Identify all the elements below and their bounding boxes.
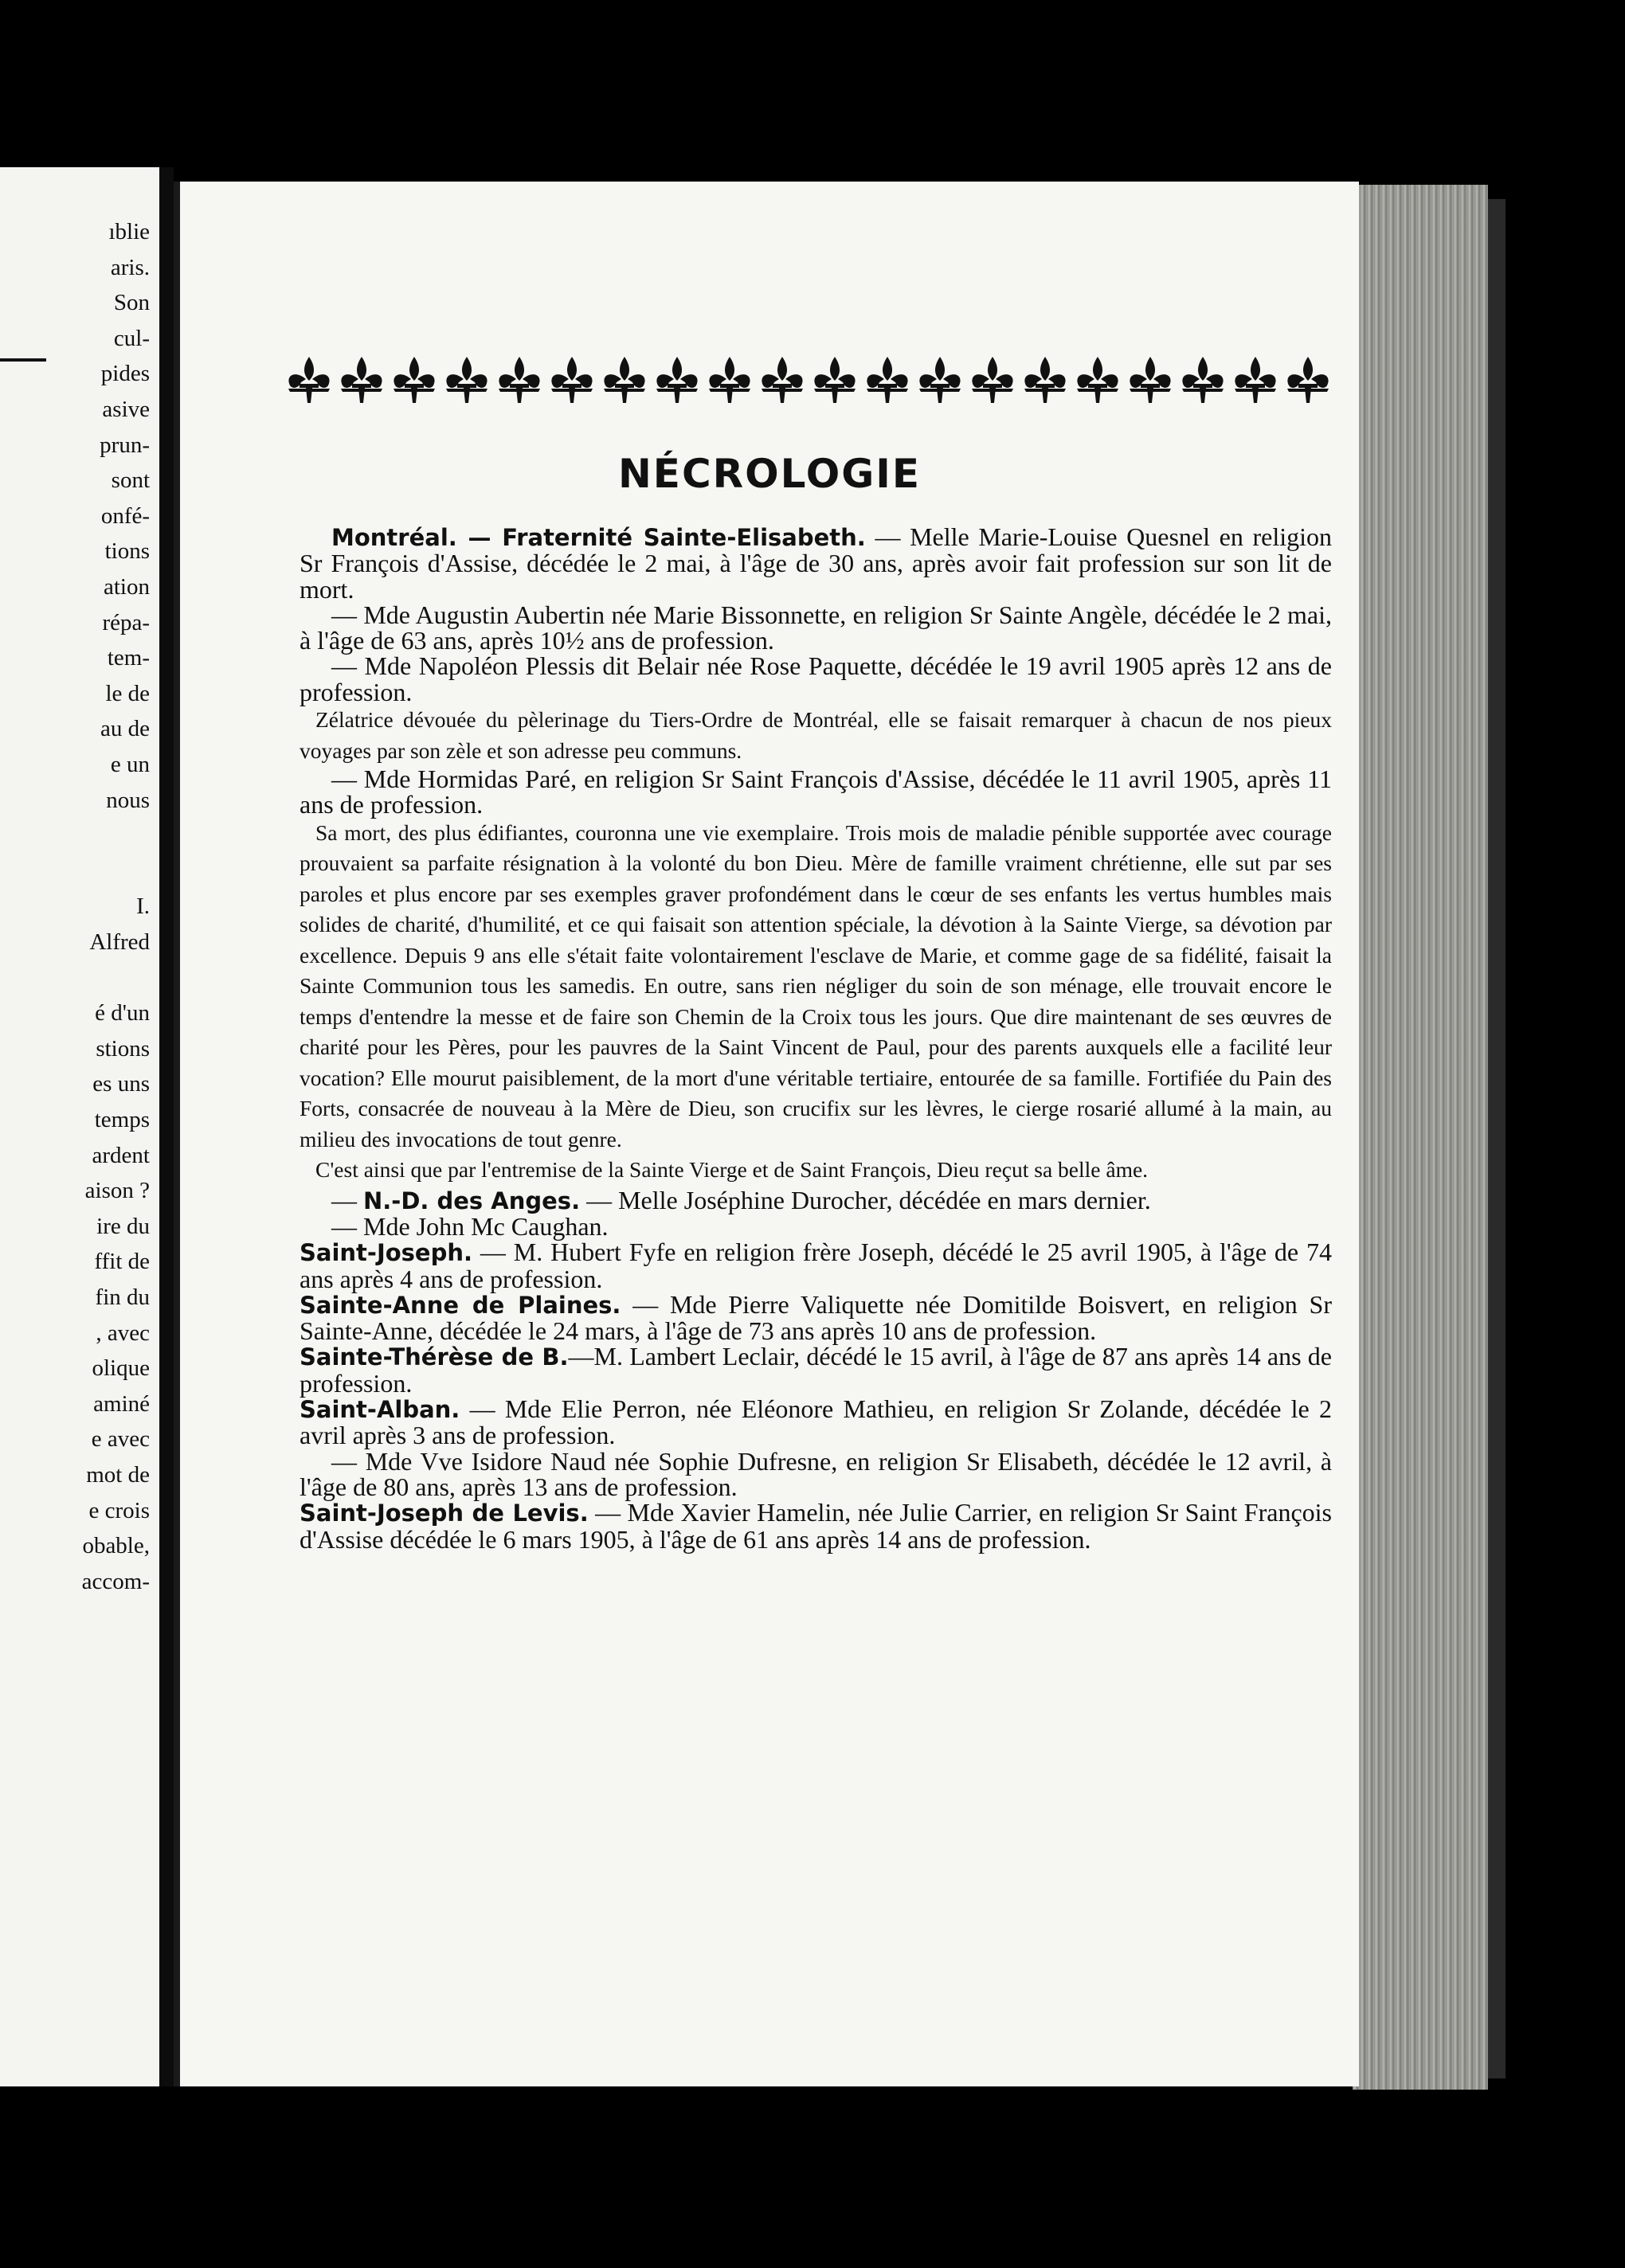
page-title: NÉCROLOGIE (617, 451, 922, 497)
fleur-de-lis-icon (762, 357, 803, 403)
facing-page-line: ation (104, 574, 150, 600)
facing-page-line: é d'un (95, 1000, 150, 1026)
facing-page-line: ardent (92, 1142, 150, 1168)
facing-page-line: e crois (88, 1497, 150, 1523)
fleur-de-lis-icon (1077, 357, 1118, 403)
fleur-de-lis-icon (1287, 357, 1329, 403)
fleur-de-lis-icon (1130, 357, 1171, 403)
fleur-de-lis-icon (1235, 357, 1276, 403)
fleur-de-lis-icon (656, 357, 698, 403)
facing-page-line: ffit de (94, 1249, 150, 1275)
facing-page-line: nous (106, 787, 150, 813)
facing-page-line: aris. (110, 254, 150, 280)
fleur-de-lis-border (284, 350, 1335, 406)
entry-mccaughan: — Mde John Mc Caughan. (331, 1211, 609, 1241)
facing-page-line: Alfred (89, 929, 150, 955)
entry-heading: Sainte-Anne de Plaines. (300, 1291, 621, 1319)
book-cover-edge (1488, 199, 1506, 2078)
facing-page-line: fin du (95, 1285, 150, 1310)
facing-page-line: , avec (96, 1320, 150, 1346)
fleur-de-lis-icon (1024, 357, 1066, 403)
facing-page-line: ıblie (108, 219, 150, 244)
entry-saint-joseph-de-levis: Saint-Joseph de Levis. — Mde Xavier Hamelin, née Julie Carrier, en religion Sr Saint François d'Assise décédée le 6 mars 1905, à l'âge de 61 ans après 14 ans de profession. (300, 1498, 1332, 1554)
entry-heading: Saint-Joseph. (300, 1239, 473, 1267)
entry-heading: Montréal. — Fraternité Sainte-Elisabeth. (331, 524, 866, 551)
fleur-de-lis-icon (972, 357, 1013, 403)
fleur-de-lis-icon (814, 357, 856, 403)
facing-page-line: mot de (86, 1462, 150, 1488)
fleur-de-lis-icon (394, 357, 435, 403)
entry-heading: Sainte-Thérèse de B. (300, 1343, 569, 1371)
facing-page-line: tions (104, 538, 150, 565)
facing-page-line: accom- (81, 1568, 150, 1594)
entry-pare: — Mde Hormidas Paré, en religion Sr Saint François d'Assise, décédée le 11 avril 1905, après 11 ans de profession. (300, 764, 1332, 819)
fleur-de-lis-icon (1182, 357, 1224, 403)
entry-plessis: — Mde Napoléon Plessis dit Belair née Rose Paquette, décédée le 19 avril 1905 après 12 ans de profession. (300, 651, 1332, 706)
facing-page-line: I. (136, 894, 150, 920)
book-page-edges (1353, 185, 1488, 2090)
facing-page-line: tem- (107, 645, 150, 671)
fleur-de-lis-icon (709, 357, 750, 403)
fleur-de-lis-icon (551, 357, 593, 403)
facing-page-line: e un (110, 752, 150, 777)
facing-page-rule (0, 358, 46, 362)
facing-page-line: temps (94, 1107, 150, 1132)
facing-page-line: onfé- (100, 502, 150, 529)
entry-saint-joseph: Saint-Joseph. — M. Hubert Fyfe en religion frère Joseph, décédé le 25 avril 1905, à l'âge de 74 ans après 4 ans de profession. (300, 1238, 1332, 1293)
facing-page (0, 167, 159, 2086)
obituary-body (300, 524, 1332, 1552)
fleur-de-lis-icon (446, 357, 487, 403)
fleur-de-lis-icon (867, 357, 908, 403)
book-gutter (159, 167, 174, 2086)
entry-naud: — Mde Vve Isidore Naud née Sophie Dufresne, en religion Sr Elisabeth, décédée le 12 avril, à l'âge de 80 ans, après 13 ans de profession. (300, 1446, 1332, 1501)
fleur-de-lis-icon (341, 357, 382, 403)
facing-page-line: e avec (91, 1426, 150, 1453)
facing-page-line: aminé (93, 1390, 150, 1417)
fleur-de-lis-icon (288, 357, 330, 403)
fleur-de-lis-icon (499, 357, 540, 403)
facing-page-line: répa- (102, 609, 150, 635)
facing-page-line: es uns (92, 1071, 150, 1097)
facing-page-line: aison ? (84, 1178, 150, 1204)
facing-page-line: Son (113, 290, 150, 316)
entry-sainte-therese: Sainte-Thérèse de B.—M. Lambert Leclair, décédé le 15 avril, à l'âge de 87 ans après 14 ans de profession. (300, 1342, 1333, 1398)
facing-page-line: stions (96, 1035, 150, 1062)
facing-page-line: ire du (96, 1213, 150, 1239)
entry-heading: Saint-Joseph de Levis. (300, 1500, 589, 1527)
entry-sainte-anne: Sainte-Anne de Plaines. — Mde Pierre Valiquette née Domitilde Boisvert, en religion Sr Sainte-Anne, décédée le 24 mars, à l'âge de 73 ans après 10 ans de profession. (300, 1289, 1332, 1346)
note-plessis: Zélatrice dévouée du pèlerinage du Tiers-Ordre de Montréal, elle se faisait remarquer à chacun de nos pieux voyages par son zèle et son adresse peu communs. (300, 707, 1332, 763)
facing-page-line: pides (100, 361, 150, 387)
facing-page-line: olique (92, 1355, 150, 1382)
facing-page-line: le de (105, 680, 150, 706)
entry-heading: Saint-Alban. (300, 1396, 460, 1424)
entry-saint-alban: Saint-Alban. — Mde Elie Perron, née Eléonore Mathieu, en religion Sr Zolande, décédée le 2 avril après 3 ans de profession. (300, 1394, 1332, 1450)
note-pare: Sa mort, des plus édifiantes, couronna une vie exemplaire. Trois mois de maladie pénible supportée avec courage prouvaient sa parfaite résignation à la volonté du bon Dieu. Mère de famille vraiment chrétienne, elle sut par ses paroles et plus encore par ses exemples graver profondément dans le cœur de ses enfants les vertus humbles mais solides de charité, d'humilité, et ce qui faisait son attention spéciale, la dévotion à la Sainte Vierge, sa dévotion par excellence. Depuis 9 ans elle s'était faite volontairement l'esclave de Marie, et comme gage de sa fidélité, faisait la Sainte Communion tous les samedis. En outre, sans rien négliger du soin de son ménage, elle trouvait encore le temps d'entendre la messe et de faire son Chemin de la Croix tous les jours. Que dire maintenant de ses œuvres de charité pour les Pères, pour les pauvres de la Saint Vincent de Paul, pour des parents auxquels elle a facilité leur vocation? Elle mourut paisiblement, de la mort d'une véritable tertiaire, entourée de sa famille. Fortifiée du Pain des Forts, consacrée de nouveau à la Mère de Dieu, son crucifix sur les lèvres, le cierge rosarié allumé à la main, au milieu des invocations de tout genre. (300, 819, 1332, 1152)
entry-nd-des-anges: — N.-D. des Anges. — Melle Joséphine Durocher, décédée en mars dernier. (331, 1185, 1151, 1214)
facing-page-line: asive (102, 397, 150, 422)
facing-page-line: cul- (113, 325, 150, 351)
entry-heading: N.-D. des Anges. (363, 1187, 581, 1214)
page (174, 182, 1359, 2086)
facing-page-line: sont (111, 467, 150, 494)
entry-montreal: Montréal. — Fraternité Sainte-Elisabeth. — Melle Marie-Louise Quesnel en religion Sr François d'Assise, décédée le 2 mai, à l'âge de 30 ans, après avoir fait profession sur son lit de mort. (300, 522, 1332, 604)
note-pare-2: C'est ainsi que par l'entremise de la Sainte Vierge et de Saint François, Dieu reçut sa belle âme. (315, 1157, 1149, 1183)
facing-page-line: obable, (82, 1533, 150, 1559)
fleur-de-lis-icon (604, 357, 645, 403)
entry-aubertin: — Mde Augustin Aubertin née Marie Bissonnette, en religion Sr Sainte Angèle, décédée le 2 mai, à l'âge de 63 ans, après 10½ ans de profession. (300, 600, 1332, 655)
fleur-de-lis-icon (919, 357, 961, 403)
facing-page-line: prun- (100, 432, 150, 458)
facing-page-line: au de (100, 716, 150, 742)
